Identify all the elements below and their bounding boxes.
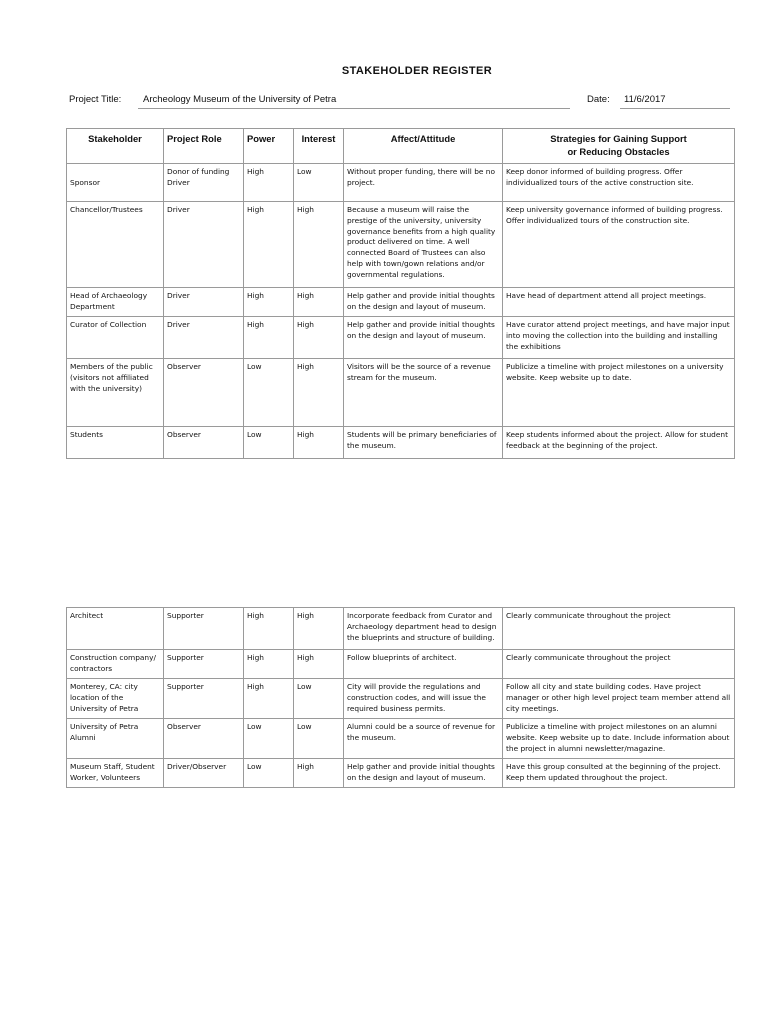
cell-power: High — [244, 650, 294, 679]
header-strategies-line1: Strategies for Gaining Support — [550, 133, 687, 144]
cell-interest: High — [294, 650, 344, 679]
table-header-row — [67, 129, 735, 164]
cell-stakeholder: Curator of Collection — [67, 317, 164, 359]
cell-strategy: Have curator attend project meetings, and have major input into moving the collection into the building and installing the exhibitions — [503, 317, 735, 359]
cell-power: Low — [244, 359, 294, 427]
cell-role: Supporter — [164, 650, 244, 679]
header-power: Power — [244, 129, 294, 164]
cell-role: Driver/Observer — [164, 759, 244, 788]
cell-strategy: Keep students informed about the project. Allow for student feedback at the beginning of the project. — [503, 427, 735, 459]
cell-role: Driver — [164, 202, 244, 288]
cell-affect: Incorporate feedback from Curator and Archaeology department head to design the blueprints and structure of building. — [344, 608, 503, 650]
cell-strategy: Publicize a timeline with project milestones on a university website. Keep website up to date. — [503, 359, 735, 427]
cell-power: High — [244, 202, 294, 288]
header-interest: Interest — [294, 129, 344, 164]
cell-affect: City will provide the regulations and construction codes, and will issue the required business permits. — [344, 679, 503, 719]
header-project-role: Project Role — [164, 129, 244, 164]
table-row — [67, 427, 735, 459]
cell-stakeholder: University of Petra Alumni — [67, 719, 164, 759]
cell-power: Low — [244, 759, 294, 788]
cell-interest: High — [294, 359, 344, 427]
cell-affect: Help gather and provide initial thoughts on the design and layout of museum. — [344, 317, 503, 359]
cell-interest: High — [294, 317, 344, 359]
cell-power: High — [244, 679, 294, 719]
cell-stakeholder: Museum Staff, Student Worker, Volunteers — [67, 759, 164, 788]
stakeholder-table-page2 — [66, 607, 735, 788]
cell-role: Donor of funding Driver — [164, 164, 244, 202]
cell-strategy: Follow all city and state building codes. Have project manager or other high level project team member attend all city meetings. — [503, 679, 735, 719]
cell-power: Low — [244, 427, 294, 459]
cell-power: High — [244, 288, 294, 317]
cell-role: Observer — [164, 427, 244, 459]
cell-interest: High — [294, 608, 344, 650]
cell-strategy: Publicize a timeline with project milestones on an alumni website. Keep website up to date. Include information about the project in alumni newsletter/magazine. — [503, 719, 735, 759]
cell-interest: Low — [294, 679, 344, 719]
date-label: Date: — [587, 94, 610, 105]
cell-interest: High — [294, 759, 344, 788]
cell-stakeholder: Construction company/ contractors — [67, 650, 164, 679]
table-row — [67, 759, 735, 788]
cell-role: Observer — [164, 359, 244, 427]
cell-role: Supporter — [164, 679, 244, 719]
date-underline — [620, 108, 730, 109]
cell-interest: High — [294, 427, 344, 459]
cell-strategy: Clearly communicate throughout the project — [503, 608, 735, 650]
project-title-label: Project Title: — [69, 94, 122, 105]
cell-strategy: Clearly communicate throughout the project — [503, 650, 735, 679]
cell-affect: Students will be primary beneficiaries of the museum. — [344, 427, 503, 459]
cell-power: High — [244, 317, 294, 359]
cell-power: High — [244, 164, 294, 202]
cell-affect: Alumni could be a source of revenue for the museum. — [344, 719, 503, 759]
project-title-value: Archeology Museum of the University of Petra — [143, 94, 337, 105]
header-strategies-line2: or Reducing Obstacles — [567, 146, 670, 157]
table-row — [67, 608, 735, 650]
table-row — [67, 202, 735, 288]
cell-stakeholder: Chancellor/Trustees — [67, 202, 164, 288]
cell-power: Low — [244, 719, 294, 759]
cell-strategy: Have head of department attend all project meetings. — [503, 288, 735, 317]
stakeholder-table-page1 — [66, 128, 735, 459]
cell-stakeholder: Students — [67, 427, 164, 459]
cell-interest: Low — [294, 719, 344, 759]
header-stakeholder: Stakeholder — [67, 129, 164, 164]
cell-stakeholder: Architect — [67, 608, 164, 650]
cell-affect: Help gather and provide initial thoughts on the design and layout of museum. — [344, 759, 503, 788]
table-row — [67, 288, 735, 317]
cell-strategy: Keep donor informed of building progress. Offer individualized tours of the active construction site. — [503, 164, 735, 202]
cell-role: Supporter — [164, 608, 244, 650]
cell-role: Driver — [164, 288, 244, 317]
cell-power: High — [244, 608, 294, 650]
header-strategies — [503, 129, 735, 164]
table-row — [67, 679, 735, 719]
cell-interest: Low — [294, 164, 344, 202]
table-row — [67, 164, 735, 202]
cell-stakeholder: Monterey, CA: city location of the University of Petra — [67, 679, 164, 719]
cell-role: Driver — [164, 317, 244, 359]
header-affect-attitude: Affect/Attitude — [344, 129, 503, 164]
cell-affect: Follow blueprints of architect. — [344, 650, 503, 679]
cell-stakeholder: Head of Archaeology Department — [67, 288, 164, 317]
cell-strategy: Keep university governance informed of building progress. Offer individualized tours of the construction site. — [503, 202, 735, 288]
table-row — [67, 650, 735, 679]
table-row — [67, 317, 735, 359]
date-value: 11/6/2017 — [624, 94, 666, 105]
cell-stakeholder: Members of the public (visitors not affiliated with the university) — [67, 359, 164, 427]
cell-strategy: Have this group consulted at the beginning of the project. Keep them updated throughout the project. — [503, 759, 735, 788]
table-row — [67, 719, 735, 759]
document-title: STAKEHOLDER REGISTER — [341, 65, 493, 77]
cell-interest: High — [294, 288, 344, 317]
project-title-underline — [138, 108, 570, 109]
cell-role: Observer — [164, 719, 244, 759]
cell-affect: Visitors will be the source of a revenue stream for the museum. — [344, 359, 503, 427]
cell-affect: Without proper funding, there will be no project. — [344, 164, 503, 202]
cell-interest: High — [294, 202, 344, 288]
cell-affect: Because a museum will raise the prestige of the university, university governance benefits from a high quality product delivered on time. A well connected Board of Trustees can also help with town/gown relations and/or governmental regulations. — [344, 202, 503, 288]
table-row — [67, 359, 735, 427]
cell-stakeholder: Sponsor — [67, 164, 164, 202]
cell-affect: Help gather and provide initial thoughts on the design and layout of museum. — [344, 288, 503, 317]
